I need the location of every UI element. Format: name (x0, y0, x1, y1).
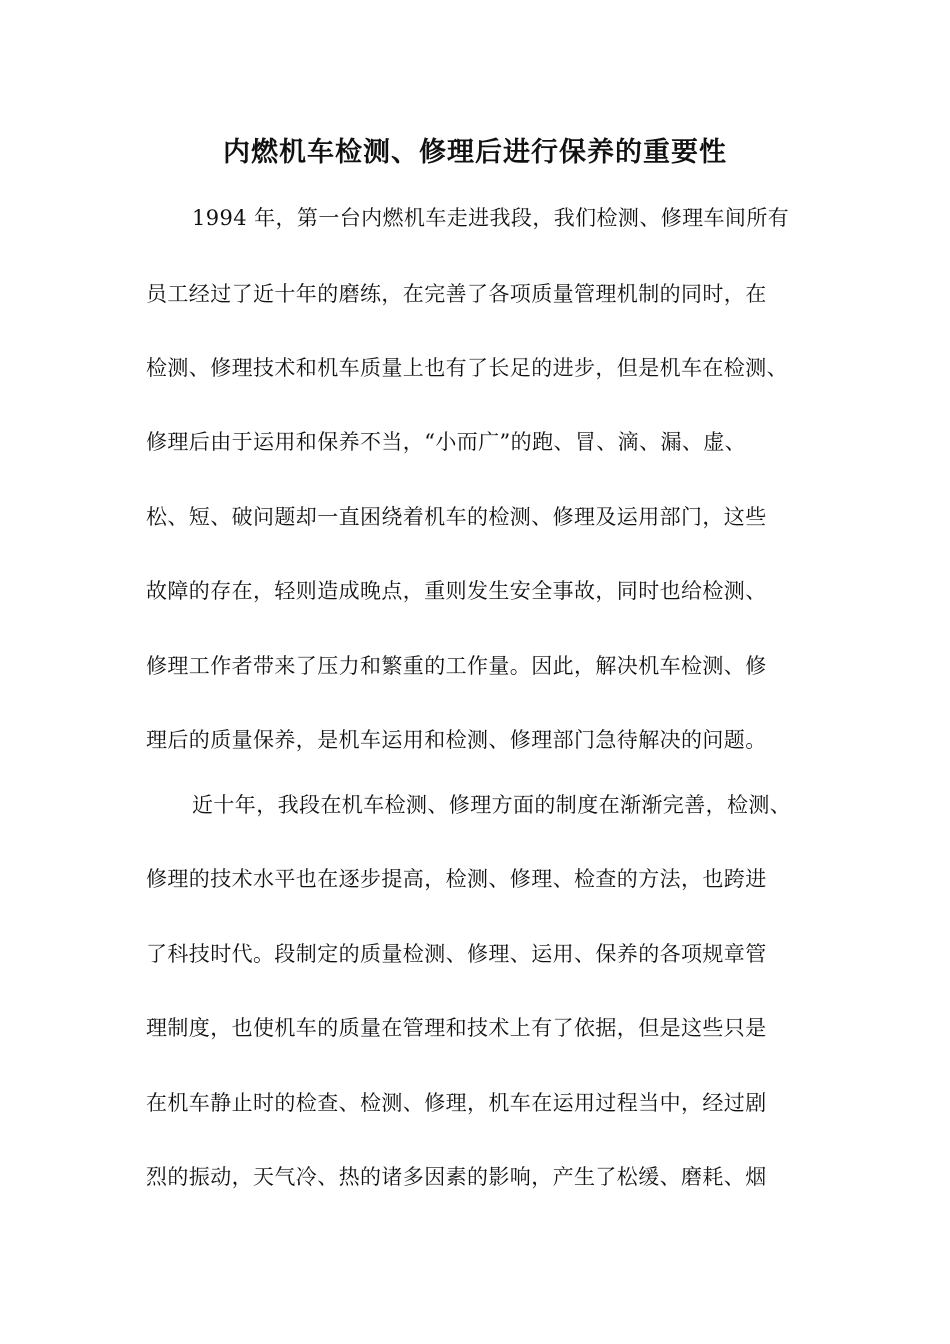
paragraph-line: 修理后由于运用和保养不当，“小而广”的跑、冒、滴、漏、虚、 (146, 430, 747, 454)
paragraph-line: 员工经过了近十年的磨练，在完善了各项质量管理机制的同时，在 (146, 282, 767, 306)
document-title: 内燃机车检测、修理后进行保养的重要性 (223, 137, 727, 168)
paragraph-line: 1994 年，第一台内燃机车走进我段，我们检测、修理车间所有 (192, 206, 790, 230)
paragraph-line: 理制度，也使机车的质量在管理和技术上有了依据，但是这些只是 (146, 1016, 767, 1040)
paragraph-line: 故障的存在，轻则造成晚点，重则发生安全事故，同时也给检测、 (146, 579, 767, 603)
paragraph-line: 了科技时代。段制定的质量检测、修理、运用、保养的各项规章管 (146, 942, 767, 966)
paragraph-line: 理后的质量保养，是机车运用和检测、修理部门急待解决的问题。 (146, 728, 767, 752)
paragraph-line: 在机车静止时的检查、检测、修理，机车在运用过程当中，经过剧 (146, 1091, 767, 1115)
paragraph-line: 烈的振动，天气冷、热的诸多因素的影响，产生了松缓、磨耗、烟 (146, 1165, 767, 1189)
paragraph-line: 松、短、破问题却一直困绕着机车的检测、修理及运用部门，这些 (146, 505, 767, 529)
paragraph-line: 检测、修理技术和机车质量上也有了长足的进步，但是机车在检测、 (146, 356, 788, 380)
paragraph-line: 修理的技术水平也在逐步提高，检测、修理、检查的方法，也跨进 (146, 867, 767, 891)
paragraph-line: 近十年，我段在机车检测、修理方面的制度在渐渐完善，检测、 (192, 793, 792, 817)
paragraph-line: 修理工作者带来了压力和繁重的工作量。因此，解决机车检测、修 (146, 654, 767, 678)
